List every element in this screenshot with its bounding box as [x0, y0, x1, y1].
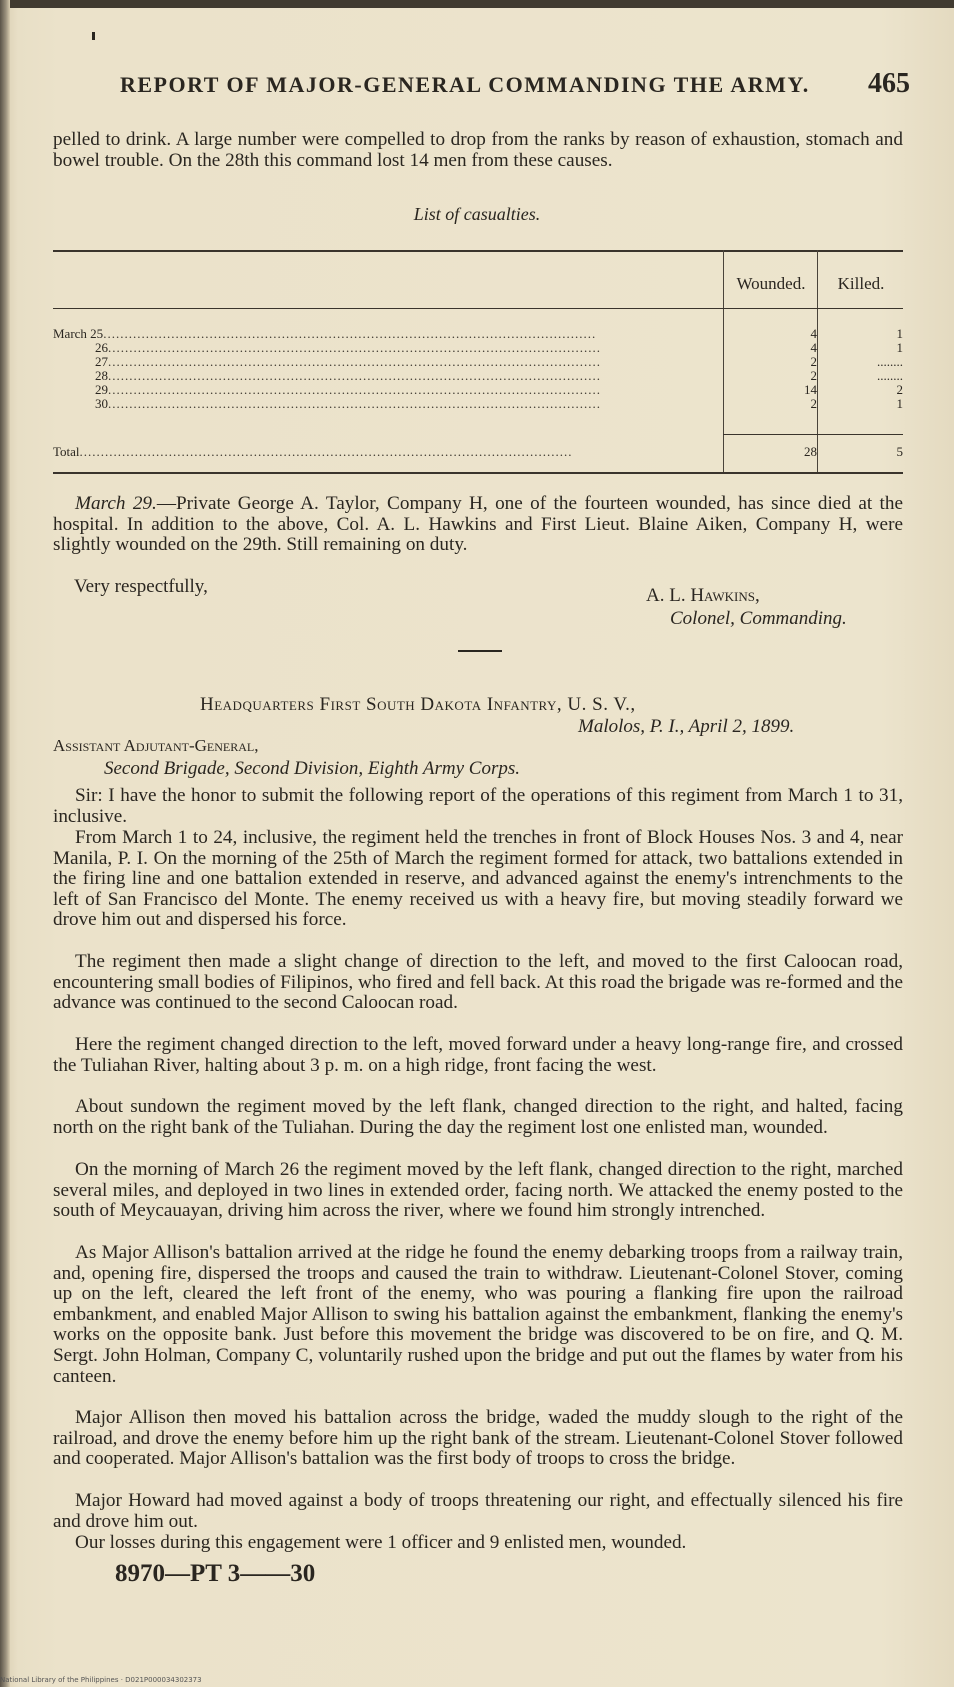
row-wounded: 4	[810, 326, 817, 341]
letter-paragraph: On the morning of March 26 the regiment moved by the left flank, changed direction to the right, marched several miles, and deployed in two lines in extended order, facing north. We attacked the enemy posted to the south of Meycauayan, driving him across the river, where we found him strongly intrenched.	[53, 1159, 903, 1222]
row-label: 27....................................................................................................................	[95, 354, 601, 369]
total-rule	[723, 434, 903, 435]
letter-addressee-detail: Second Brigade, Second Division, Eighth Army Corps.	[104, 758, 521, 779]
signature-mark: 8970—PT 3——30	[115, 1560, 316, 1587]
row-label: 29....................................................................................................................	[95, 382, 601, 397]
table-row	[53, 396, 903, 410]
table-row	[53, 340, 903, 354]
page-number: 465	[868, 68, 910, 99]
table-row	[53, 326, 903, 340]
table-row	[53, 368, 903, 382]
note-text: —Private George A. Taylor, Company H, one of the fourteen wounded, has since died at the hospital. In addition to the above, Col. A. L. Hawkins and First Lieut. Blaine Aiken, Company H, were slightly wounded on the 29th. Still remaining on duty.	[53, 493, 903, 556]
table-top-rule	[53, 250, 903, 252]
letter-heading: Headquarters First South Dakota Infantry, U. S. V.,	[200, 694, 636, 715]
total-killed: 5	[896, 444, 903, 459]
letter-paragraph: As Major Allison's battalion arrived at the ridge he found the enemy debarking troops from a railway train, and, opening fire, dispersed the troops and caused the train to withdraw. Lieutenant-Colonel Stover, coming up on the left, cleared the left front of the enemy, who was pouring a flanking fire upon the railroad embankment, and enabled Major Allison to swing his battalion against the embankment, flanking the enemy's works on the opposite bank. Just before this movement the bridge was discovered to be on fire, and Q. M. Sergt. John Holman, Company C, voluntarily rushed upon the bridge and put out the flames by water from his canteen.	[53, 1242, 903, 1387]
letter-paragraph: Our losses during this engagement were 1 officer and 9 enlisted men, wounded.	[75, 1532, 687, 1553]
row-killed: 2	[896, 382, 903, 397]
ink-mark	[92, 32, 95, 40]
row-killed: 1	[896, 340, 903, 355]
running-head	[120, 68, 910, 99]
header-killed: Killed.	[837, 274, 885, 293]
table-caption: List of casualties.	[413, 204, 541, 224]
running-head-title: REPORT OF MAJOR-GENERAL COMMANDING THE ARMY.	[120, 72, 810, 97]
total-label: Total....................................................................................................................	[53, 444, 573, 459]
row-wounded: 2	[810, 368, 817, 383]
header-wounded: Wounded.	[736, 274, 806, 293]
row-wounded: 14	[804, 382, 817, 397]
signer-title: Colonel, Commanding.	[670, 608, 847, 629]
row-label: 30....................................................................................................................	[95, 396, 601, 411]
row-wounded: 2	[810, 396, 817, 411]
row-label: 26....................................................................................................................	[95, 340, 601, 355]
section-divider	[458, 650, 502, 652]
letter-paragraph: From March 1 to 24, inclusive, the regiment held the trenches in front of Block Houses Nos. 3 and 4, near Manila, P. I. On the morning of the 25th of March the regiment formed for attack, two battalions extended in the firing line and one battalion extended in reserve, and advanced against the enemy's intrenchments to the left of San Francisco del Monte. The enemy received us with a heavy fire, but moving steadily forward we drove him out and dispersed his force.	[53, 827, 903, 931]
note-paragraph	[53, 494, 903, 556]
note-date: March 29.	[75, 493, 157, 514]
letter-paragraph: Major Allison then moved his battalion across the bridge, waded the muddy slough to the right of the railroad, and drove the enemy before him up the right bank of the stream. Lieutenant-Colonel Stover followed and cooperated. Major Allison's battalion was the first body of troops to cross the bridge.	[53, 1407, 903, 1470]
letter-paragraph: About sundown the regiment moved by the left flank, changed direction to the right, and halted, facing north on the right bank of the Tuliahan. During the day the regiment lost one enlisted man, wounded.	[53, 1096, 903, 1138]
letter-addressee: Assistant Adjutant-General,	[53, 736, 259, 755]
table-header-rule	[53, 308, 903, 309]
letter-paragraph: Major Howard had moved against a body of troops threatening our right, and effectually silenced his fire and drove him out.	[53, 1490, 903, 1532]
table-row	[53, 354, 903, 368]
row-label: 28....................................................................................................................	[95, 368, 601, 383]
row-label: March 25....................................................................................................................	[53, 326, 597, 341]
signer-name: A. L. Hawkins,	[646, 585, 760, 606]
table-row	[53, 382, 903, 396]
binding-spine	[0, 0, 10, 1687]
intro-paragraph: pelled to drink. A large number were compelled to drop from the ranks by reason of exhaustion, stomach and bowel trouble. On the 28th this command lost 14 men from these causes.	[53, 129, 903, 171]
scan-top-edge	[0, 0, 954, 8]
table-bottom-rule	[53, 472, 903, 474]
row-killed: ........	[877, 368, 903, 383]
row-wounded: 2	[810, 354, 817, 369]
row-killed: 1	[896, 326, 903, 341]
letter-paragraph: Sir: I have the honor to submit the following report of the operations of this regiment from March 1 to 31, inclusive.	[53, 785, 903, 827]
row-killed: 1	[896, 396, 903, 411]
valediction: Very respectfully,	[74, 576, 208, 597]
total-wounded: 28	[804, 444, 817, 459]
library-imprint: National Library of the Philippines · D021P000034302373	[0, 1676, 202, 1684]
letter-paragraph: The regiment then made a slight change of direction to the left, and moved to the first Caloocan road, encountering small bodies of Filipinos, who fired and fell back. At this road the brigade was re-formed and the advance was continued to the second Caloocan road.	[53, 951, 903, 1014]
row-wounded: 4	[810, 340, 817, 355]
letter-paragraph: Here the regiment changed direction to the left, moved forward under a heavy long-range fire, and crossed the Tuliahan River, halting about 3 p. m. on a high ridge, front facing the west.	[53, 1034, 903, 1076]
table-total-row	[53, 444, 903, 458]
row-killed: ........	[877, 354, 903, 369]
letter-place-date: Malolos, P. I., April 2, 1899.	[578, 716, 795, 737]
